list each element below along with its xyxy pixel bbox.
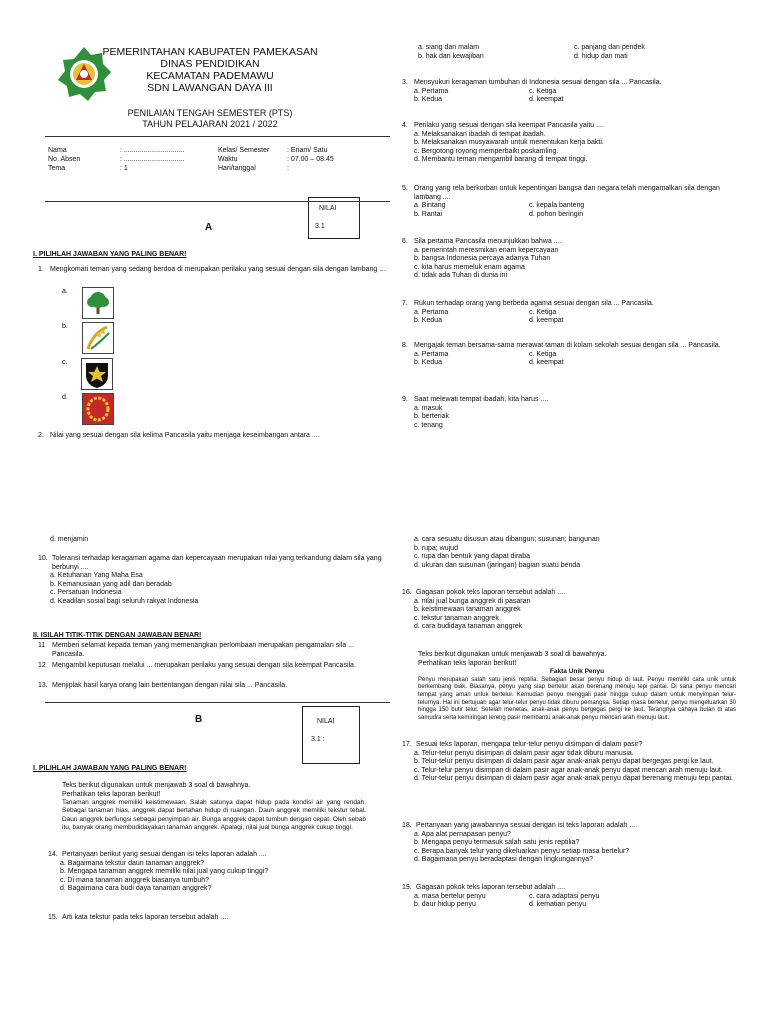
- absen-field[interactable]: : ...............................: [120, 156, 185, 163]
- q3-option-c[interactable]: c. Ketiga: [529, 87, 557, 95]
- question-19: 19. Gagasan pokok teks laporan tersebut adalah .... a. masa bertelur penyu c. cara adaptasi penyu b. daur hidup penyu d. kematian penyu: [402, 884, 737, 910]
- q19-option-d[interactable]: d. kematian penyu: [529, 901, 587, 909]
- hari-value: :: [287, 165, 289, 172]
- nilai-b-value: 3.1 :: [311, 736, 325, 743]
- q7-option-c[interactable]: c. Ketiga: [529, 308, 557, 316]
- q2-option-a[interactable]: a. siang dan malam: [418, 44, 480, 51]
- q1-option-d[interactable]: d.: [62, 393, 114, 425]
- q14-option-c[interactable]: c. Di mana tanaman anggrek biasanya tumbuh?: [60, 876, 210, 884]
- q16-option-c[interactable]: c. tekstur tanaman anggrek: [414, 614, 499, 622]
- reading-text-anggrek: Teks berikut digunakan untuk menjawab 3 soal di bawahnya. Perhatikan teks laporan berikut! Tanaman anggrek memiliki keistimewaan. Salah satunya dapat hidup pada kondisi air yang rendah. Sebagai tanaman hias, anggrek dapat bertahan hidup di ruangan. Daun anggrek memiliki tekstur tebal. Daun anggrek berfungsi sebagai penyimpan air. Bunga anggrek dapat tumbuh dengan cepat. Oleh sebab itu, banyak orang membudidayakan tanaman anggrek. Apalagi, nilai jual bunga anggrek cukup tinggi.: [62, 782, 366, 832]
- nilai-a-label: NILAI: [319, 205, 337, 212]
- q8-option-b[interactable]: b. Kedua: [414, 359, 443, 367]
- header-government: PEMERINTAHAN KABUPATEN PAMEKASAN: [102, 46, 318, 58]
- section-b-instruction-1: I. PILIHLAH JAWABAN YANG PALING BENAR!: [33, 765, 187, 772]
- question-6: 6. Sila pertama Pancasila menunjukkan bahwa .... a. pemerintah meresmikan enam kepercayaan b. bangsa Indonesia percaya adanya Tuhan c. kita harus memeluk enam agama d. tidak ada Tuhan di dunia ini: [402, 238, 737, 281]
- exam-title: PENILAIAN TENGAH SEMESTER (PTS): [127, 108, 293, 118]
- section-a-instruction-2: II. ISILAH TITIK-TITIK DENGAN JAWABAN BENAR!: [33, 632, 202, 639]
- chain-icon: [82, 393, 114, 425]
- q14-option-a[interactable]: a. Bagaimana tekstur daun tanaman anggrek?: [60, 859, 204, 867]
- nama-field[interactable]: : ...............................: [120, 147, 185, 154]
- q7-option-a[interactable]: a. Pertama: [414, 308, 449, 316]
- q3-option-a[interactable]: a. Pertama: [414, 87, 449, 95]
- q8-option-d[interactable]: d. keempat: [529, 359, 564, 367]
- section-a-instruction-1: I. PILIHLAH JAWABAN YANG PALING BENAR!: [33, 251, 187, 258]
- q16-option-b[interactable]: b. keistimewaan tanaman anggrek: [414, 606, 521, 614]
- q14-option-b[interactable]: b. Mengapa tanaman anggrek memiliki nilai jual yang cukup tinggi?: [60, 868, 269, 876]
- absen-label: No. Absen: [48, 156, 81, 163]
- question-13: 13. Menjiplak hasil karya orang lain bertentangan dengan nilai sila ... Pancasila.: [38, 682, 288, 689]
- question-14: 14. Pertanyaan berikut yang sesuai dengan isi teks laporan adalah .... a. Bagaimana tekstur daun tanaman anggrek? b. Mengapa tanaman anggrek memiliki nilai jual yang cukup tinggi? c. Di mana tanaman anggrek biasanya tumbuh? d. Bagaimana cara budi daya tanaman anggrek?: [48, 851, 383, 894]
- question-16: 16. Gagasan pokok teks laporan tersebut adalah .... a. nilai jual bunga anggrek di pasaran b. keistimewaan tanaman anggrek c. tekstur tanaman anggrek d. cara budidaya tanaman anggrek: [402, 589, 737, 632]
- header-department: DINAS PENDIDIKAN: [160, 58, 260, 70]
- q5-option-d[interactable]: d. pohon beringin: [529, 210, 584, 218]
- q8-option-a[interactable]: a. Pertama: [414, 350, 449, 358]
- q9-option-c[interactable]: c. tenang: [414, 421, 443, 429]
- tree-icon: [82, 287, 114, 319]
- q18-option-a[interactable]: a. Apa alat pernapasan penyu?: [414, 830, 511, 838]
- question-9: 9. Saat melewati tempat ibadah, kita harus .... a. masuk b. berteriak c. tenang: [402, 396, 737, 430]
- waktu-value: : 07.00 – 08.45: [287, 156, 334, 163]
- q17-option-b[interactable]: b. Telur-telur penyu disimpan di dalam pasir agar anak-anak penyu dapat bergegas pergi ke laut.: [414, 758, 714, 766]
- q2-option-c[interactable]: c. panjang dan pendek: [574, 44, 645, 51]
- q6-option-c[interactable]: c. kita harus memeluk enam agama: [414, 263, 525, 271]
- q6-option-d[interactable]: d. tidak ada Tuhan di dunia ini: [414, 272, 508, 280]
- q4-option-d[interactable]: d. Membantu teman mengambil barang di tempat tinggi.: [414, 156, 588, 164]
- nilai-b-label: NILAI: [317, 718, 335, 725]
- rice-cotton-icon: [82, 322, 114, 354]
- q2-options-ac: [410, 44, 730, 61]
- q15-option-d[interactable]: d. ukuran dan susunan (jaringan) bagian suatu benda: [414, 561, 581, 569]
- nilai-box-b: [302, 706, 360, 764]
- header-district: KECAMATAN PADEMAWU: [146, 70, 274, 82]
- q4-option-c[interactable]: c. Bergotong royong memperbaiki poskamling.: [414, 147, 559, 155]
- q17-option-c[interactable]: c. Telur-telur penyu disimpan di dalam pasir agar anak-anak penyu dapat mencari arah menuju laut.: [414, 766, 723, 774]
- question-11: 11 Memberi selamat kepada teman yang memenangkan perlombaan merupakan pengamalan sila ... Pancasila.: [38, 642, 354, 658]
- q2-option-d[interactable]: d. menjamin: [50, 536, 89, 543]
- question-12: 12 Mengambil keputusan melalui ... merupakan perilaku yang sesuai dengan sila keempat Pancasila.: [38, 662, 356, 669]
- nilai-a-value: 3.1: [315, 223, 325, 230]
- exam-title-block: [95, 108, 325, 130]
- q18-option-c[interactable]: c. Berapa banyak telur yang dikeluarkan penyu setiap masa bertelur?: [414, 847, 630, 855]
- q15-option-c[interactable]: c. rupa dan bentuk yang dapat diraba: [414, 553, 530, 561]
- q5-option-c[interactable]: c. kepala banteng: [529, 202, 585, 210]
- question-15: 15. Arti kata tekstur pada teks laporan tersebut adalah ....: [48, 914, 229, 921]
- q19-option-b[interactable]: b. daur hidup penyu: [414, 901, 476, 909]
- question-4: 4. Perilaku yang sesuai dengan sila keempat Pancasila yaitu .... a. Melaksanakan ibadah di tempat ibadah. b. Melaksanakan musyawarah untuk menentukan kerja bakti. c. Bergotong royong memperbaiki poskamling. d. Membantu teman mengambil barang di tempat tinggi.: [402, 122, 737, 165]
- q4-option-b[interactable]: b. Melaksanakan musyawarah untuk menentukan kerja bakti.: [414, 139, 604, 147]
- penyu-title: Fakta Unik Penyu: [549, 668, 605, 676]
- student-info: [48, 146, 388, 173]
- question-2: 2. Nilai yang sesuai dengan sila kelima Pancasila yaitu menjaga keseimbangan antara ....: [38, 432, 320, 439]
- q1-option-c[interactable]: c.: [62, 358, 113, 390]
- q6-option-a[interactable]: a. pemerintah meresmikan enam kepercayaan: [414, 246, 559, 254]
- q9-option-a[interactable]: a. masuk: [414, 404, 443, 412]
- question-17: 17. Sesuai teks laporan, mengapa telur-telur penyu disimpan di dalam pasir? a. Telur-telur penyu disimpan di dalam pasir agar tidak diburu manusia. b. Telur-telur penyu disimpan di dalam pasir agar anak-anak penyu dapat bergegas pergi ke laut. c. Telur-telur penyu disimpan di dalam pasir agar anak-anak penyu dapat mencari arah menuju laut. d. Telur-telur penyu disimpan di dalam pasir agar anak-anak penyu dapat berenang menuju tepi pantai.: [402, 741, 737, 784]
- q9-option-b[interactable]: b. berteriak: [414, 413, 450, 421]
- q2-option-b[interactable]: b. hak dan kewajiban: [418, 52, 484, 60]
- q2-option-d-alt[interactable]: d. hidup dan mati: [574, 52, 628, 60]
- q8-option-c[interactable]: c. Ketiga: [529, 350, 557, 358]
- q6-option-b[interactable]: b. bangsa Indonesia percaya adanya Tuhan: [414, 255, 551, 263]
- q17-option-d[interactable]: d. Telur-telur penyu disimpan di dalam pasir agar anak-anak penyu dapat berenang menuju tepi pantai.: [414, 775, 733, 783]
- q10-option-b[interactable]: b. Kemanusiaan yang adil dan beradab: [50, 580, 172, 588]
- question-10: 10. Toleransi terhadap keragaman agama dan kepercayaan merupakan nilai yang terkandung dalam sila yang berbunyi .... a. Ketuhanan Yang Maha Esa b. Kemanusiaan yang adil dan beradab c. Persatuan Indonesia d. Keadilan sosial bagi seluruh rakyat Indonesia: [38, 555, 382, 605]
- question-8: 8. Mengajak teman bersama-sama merawat taman di kolam sekolah sesuai dengan sila ... Pancasila. a. Pertama c. Ketiga b. Kedua d. keempat: [402, 342, 721, 367]
- question-5: 5. Orang yang rela berkorban untuk kepentingan bangsa dan negara telah mengamalkan sila dengan lambang .... a. Bintang c. kepala banteng b. Rantai d. pohon beringin: [402, 185, 720, 218]
- reading-text-penyu: Teks berikut digunakan untuk menjawab 3 soal di bawahnya. Perhatikan teks laporan berikut! Fakta Unik Penyu Penyu merupakan salah satu jenis reptilia. Sebagian besar penyu hidup di laut. Penyu memiliki cara unik untuk berkembang biak. Biasanya, penyu yang siap bertelur akan berenang menuju tepi pantai. Di sana penyu mencari tempat yang aman untuk bertelur. Kemudian penyu menggali pasir hingga cukup dalam untuk menyimpan telur-telurnya. Hal ini bertujuan agar telur-telur penyu tidak diburu pemangsa. Setiap masa bertelur, penyu mengeluarkan 30 hingga 150 butir telur. Setelah menetas, anak-anak penyu bergegas pergi ke laut. Terangnya cahaya bulan di atas samudra serta kemiringan lereng pasir membantu anak-anak penyu mencari arah menuju laut.: [418, 651, 736, 721]
- q5-option-a[interactable]: a. Bintang: [414, 202, 446, 210]
- question-7: 7. Rukun terhadap orang yang berbeda agama sesuai dengan sila ... Pancasila. a. Pertama c. Ketiga b. Kedua d. keempat: [402, 300, 654, 325]
- q4-option-a[interactable]: a. Melaksanakan ibadah di tempat ibadah.: [414, 130, 546, 138]
- q15-option-b[interactable]: b. rupa; wujud: [414, 544, 458, 552]
- header-school: SDN LAWANGAN DAYA III: [147, 82, 273, 94]
- hari-label: Hari/tanggal: [218, 165, 256, 172]
- q1-option-b[interactable]: b.: [62, 322, 114, 354]
- q10-option-c[interactable]: c. Persatuan Indonesia: [50, 589, 122, 597]
- q7-option-b[interactable]: b. Kedua: [414, 317, 443, 325]
- section-b-divider-top: [45, 702, 390, 703]
- waktu-label: Waktu: [218, 156, 238, 163]
- q3-option-d[interactable]: d. keempat: [529, 96, 564, 104]
- kelas-label: Kelas/ Semester: [218, 147, 270, 154]
- q14-option-d[interactable]: d. Bagaimana cara budi daya tanaman anggrek?: [60, 885, 212, 893]
- q19-option-a[interactable]: a. masa bertelur penyu: [414, 892, 486, 900]
- question-18: 18. Pertanyaan yang jawabannya sesuai dengan isi teks laporan adalah .... a. Apa alat pernapasan penyu? b. Mengapa penyu termasuk salah satu jenis reptilia? c. Berapa banyak telur yang dikeluarkan penyu setiap masa bertelur? d. Bagaimana penyu beradaptasi dengan lingkungannya?: [402, 822, 737, 865]
- q19-option-c[interactable]: c. cara adaptasi penyu: [529, 892, 600, 900]
- q15-option-a[interactable]: a. cara sesuatu disusun atau dibangun; susunan; bangunan: [414, 536, 600, 543]
- header-divider: [45, 136, 390, 137]
- question-1: 1. Mengkomati teman yang sedang berdoa di merupakan perilaku yang sesuai dengan sila dengan lambang ....: [38, 266, 387, 273]
- q15-options: [414, 536, 734, 570]
- exam-year: TAHUN PELAJARAN 2021 / 2022: [142, 119, 278, 129]
- q3-option-b[interactable]: b. Kedua: [414, 96, 443, 104]
- nama-label: Nama: [48, 147, 67, 154]
- tema-label: Tema: [48, 165, 66, 172]
- q1-option-a[interactable]: a.: [62, 287, 114, 319]
- q10-option-d[interactable]: d. Keadilan sosial bagi seluruh rakyat Indonesia: [50, 597, 199, 605]
- nilai-box-a: [308, 197, 360, 239]
- q16-option-a[interactable]: a. nilai jual bunga anggrek di pasaran: [414, 597, 531, 605]
- q5-option-b[interactable]: b. Rantai: [414, 210, 443, 218]
- section-a-letter: A: [205, 222, 213, 233]
- q17-option-a[interactable]: a. Telur-telur penyu disimpan di dalam pasir agar tidak diburu manusia.: [414, 749, 634, 757]
- q16-option-d[interactable]: d. cara budidaya tanaman anggrek: [414, 623, 523, 631]
- q7-option-d[interactable]: d. keempat: [529, 317, 564, 325]
- section-b-letter: B: [195, 714, 203, 725]
- kelas-value: : Enam/ Satu: [287, 147, 328, 154]
- q18-option-b[interactable]: b. Mengapa penyu termasuk salah satu jenis reptilia?: [414, 839, 580, 847]
- q18-option-d[interactable]: d. Bagaimana penyu beradaptasi dengan lingkungannya?: [414, 856, 594, 864]
- tema-value: : 1: [120, 165, 128, 172]
- star-shield-icon: [81, 358, 113, 390]
- question-3: 3. Mensyukuri keragaman tumbuhan di Indonesia sesuai dengan sila ... Pancasila. a. Pertama c. Ketiga b. Kedua d. keempat: [402, 79, 662, 104]
- q10-option-a[interactable]: a. Ketuhanan Yang Maha Esa: [50, 572, 143, 580]
- letterhead: [95, 46, 325, 94]
